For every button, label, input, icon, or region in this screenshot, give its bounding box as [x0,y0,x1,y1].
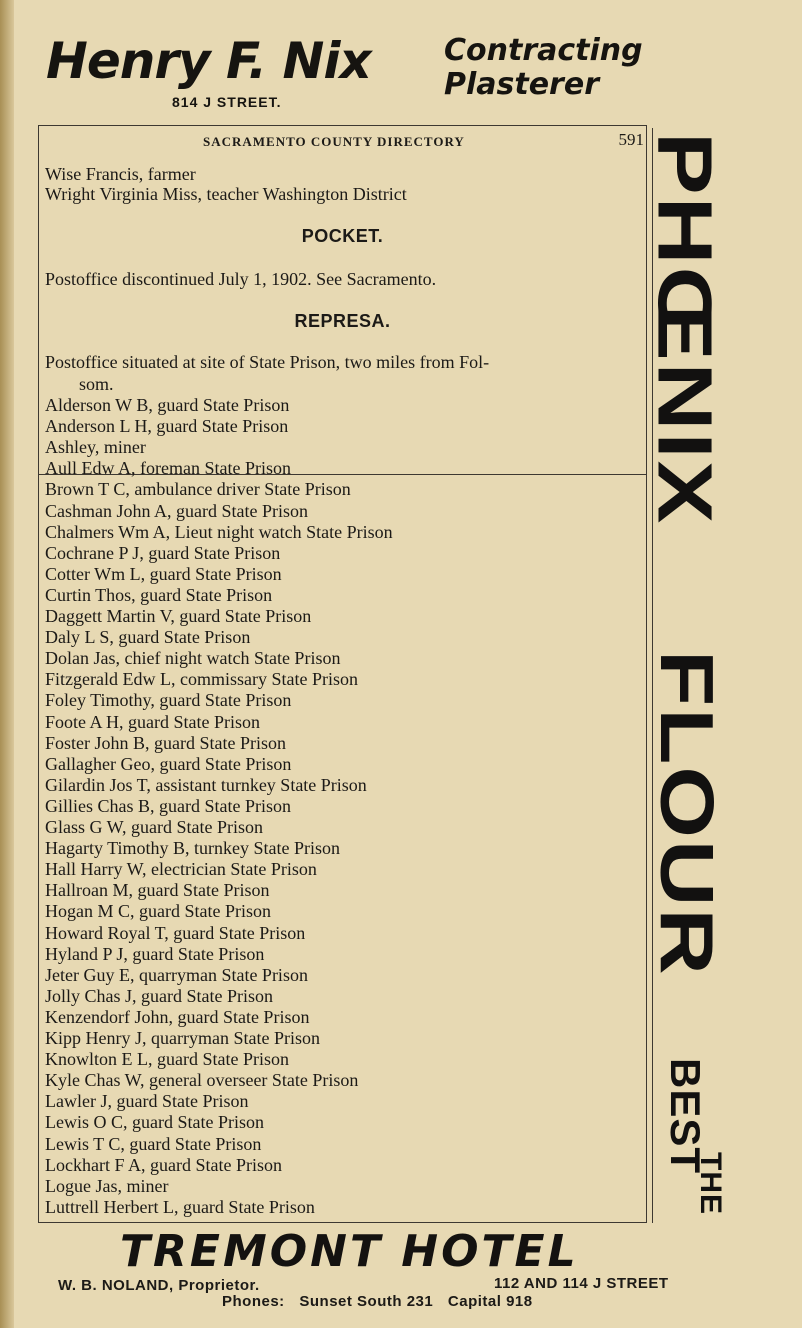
list-item: Cochrane P J, guard State Prison [45,542,281,563]
trade-line-2: Plasterer [444,67,599,102]
list-item: Brown T C, ambulance driver State Prison [45,479,351,500]
side-ad-word-phoenix: PHŒNIX [642,132,729,526]
list-item: Ashley, miner [45,437,146,458]
list-item: Logue Jas, miner [45,1175,169,1196]
list-item: Glass G W, guard State Prison [45,817,263,837]
advertiser-address: 814 J STREET. [172,94,282,110]
advertiser-trade [444,34,643,102]
list-item: Lockhart F A, guard State Prison [45,1154,282,1175]
side-ad-word-the: THE [694,1152,727,1215]
entry: Wise Francis, farmer [45,164,196,184]
list-item: Alderson W B, guard State Prison [45,395,290,415]
phones-label: Phones: [222,1293,285,1310]
bottom-advertisement [0,1224,802,1328]
list-item: Foote A H, guard State Prison [45,711,260,732]
list-item: Hall Harry W, electrician State Prison [45,859,317,880]
section-note-represa-continued: som. [79,374,114,394]
section-note-pocket: Postoffice discontinued July 1, 1902. See Sacramento. [45,269,437,289]
list-item: Curtin Thos, guard State Prison [45,584,273,605]
list-item: Gallagher Geo, guard State Prison [45,753,292,774]
list-item: Lewis T C, guard State Prison [45,1133,262,1154]
side-advertisement [642,128,733,1223]
page-number: 591 [618,130,644,149]
hotel-phones [222,1293,543,1310]
list-item: Knowlton E L, guard State Prison [45,1049,289,1070]
list-item: Hagarty Timothy B, turnkey State Prison [45,838,341,859]
list-item: Howard Royal T, guard State Prison [45,922,306,943]
list-item: Lawler J, guard State Prison [45,1091,249,1112]
list-item: Kipp Henry J, quarryman State Prison [45,1028,320,1048]
list-item: Foster John B, guard State Prison [45,732,286,753]
page-edge [0,0,14,1328]
side-ad-word-best: BEST [662,1058,709,1175]
list-item: Kenzendorf John, guard State Prison [45,1006,310,1027]
hotel-address: 112 AND 114 J STREET [494,1275,669,1292]
phone-capital: Capital 918 [447,1293,533,1310]
trade-line-1: Contracting [444,33,643,68]
section-note-represa: Postoffice situated at site of State Prison, two miles from Fol- [45,352,490,372]
list-item: Dolan Jas, chief night watch State Prison [45,648,341,669]
list-item: Aull Edw A, foreman State Prison [45,458,291,479]
hotel-name: TREMONT HOTEL [120,1226,579,1277]
list-item: Chalmers Wm A, Lieut night watch State Prison [45,521,393,542]
section-heading-pocket: POCKET. [301,226,384,246]
list-item: Lewis O C, guard State Prison [45,1112,264,1133]
list-item: Anderson L H, guard State Prison [45,416,289,437]
list-item: Gillies Chas B, guard State Prison [45,795,291,816]
list-item: Daggett Martin V, guard State Prison [45,606,312,626]
list-item: Kyle Chas W, general overseer State Prison [45,1070,359,1091]
directory-frame [38,125,647,1223]
list-item: Foley Timothy, guard State Prison [45,690,292,711]
list-item: Cotter Wm L, guard State Prison [45,563,282,584]
phone-sunset: Sunset South 231 [299,1293,434,1310]
list-item: Jeter Guy E, quarryman State Prison [45,964,308,985]
top-advertisement [46,32,746,122]
list-item: Jolly Chas J, guard State Prison [45,985,273,1006]
side-ad-word-flour: FLOUR [644,650,729,977]
list-item: Hogan M C, guard State Prison [45,901,271,922]
list-item: Hyland P J, guard State Prison [45,943,265,964]
list-item: Fitzgerald Edw L, commissary State Prison [45,669,358,690]
list-item: Luttrell Herbert L, guard State Prison [45,1196,315,1217]
running-head: SACRAMENTO COUNTY DIRECTORY [203,134,465,149]
entry: Wright Virginia Miss, teacher Washington District [45,184,407,204]
list-item: Cashman John A, guard State Prison [45,500,308,521]
hotel-proprietor: W. B. NOLAND, Proprietor. [58,1277,260,1294]
list-item: Daly L S, guard State Prison [45,627,251,648]
list-item: Gilardin Jos T, assistant turnkey State Prison [45,774,367,795]
list-item: Hallroan M, guard State Prison [45,880,270,901]
advertiser-name: Henry F. Nix [46,32,371,90]
section-heading-represa: REPRESA. [294,311,391,331]
